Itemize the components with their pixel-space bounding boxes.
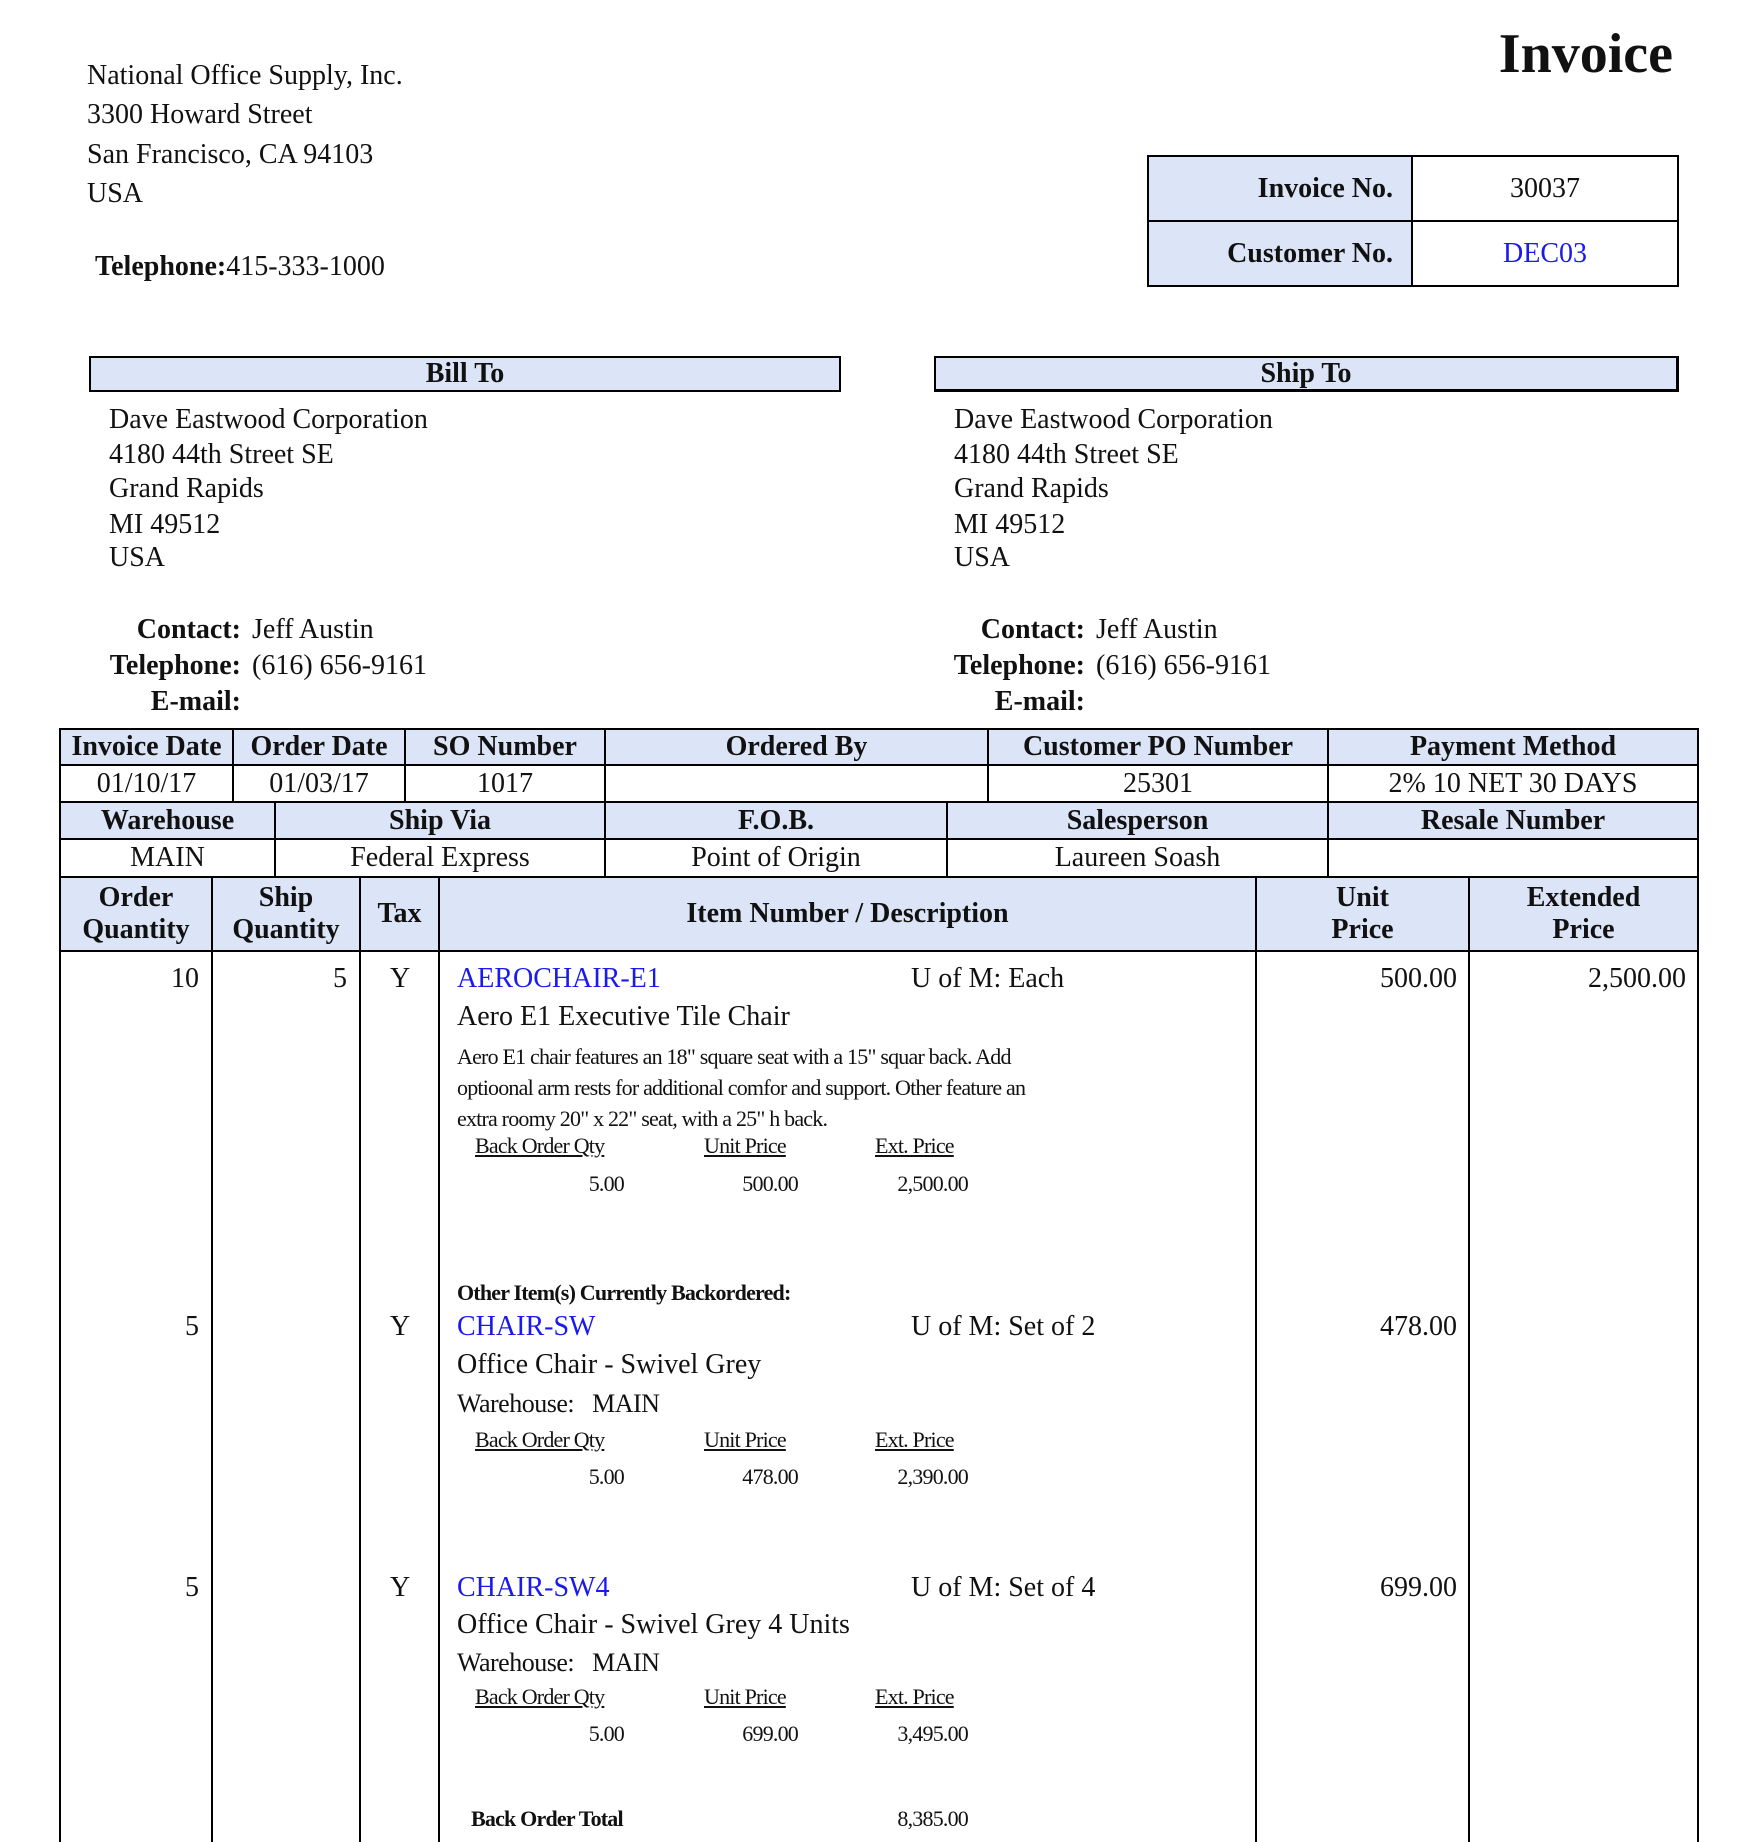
header-text: Price	[1331, 914, 1394, 945]
long-description-line: extra roomy 20" x 22" seat, with a 25" h back.	[457, 1106, 828, 1131]
bill-to-line: USA	[109, 542, 166, 573]
order-qty: 5	[185, 1311, 199, 1342]
item-number-link[interactable]: CHAIR-SW	[457, 1311, 596, 1342]
warehouse-value: MAIN	[592, 1648, 660, 1677]
customer-no-label: Customer No.	[1147, 220, 1413, 287]
back-order-qty-label: Back Order Qty	[475, 1684, 605, 1709]
value-ordered-by	[604, 764, 989, 803]
back-order-qty-label: Back Order Qty	[475, 1133, 605, 1158]
value-resale-number	[1327, 838, 1699, 878]
header-text: Ship	[258, 882, 314, 913]
bo-unit-price-label: Unit Price	[704, 1684, 786, 1709]
bo-unit-price: 500.00	[742, 1171, 798, 1196]
header-warehouse: Warehouse	[59, 801, 276, 840]
other-backordered-label: Other Item(s) Currently Backordered:	[457, 1280, 791, 1305]
telephone-label: Telephone:	[95, 251, 227, 282]
unit-of-measure: U of M: Set of 4	[911, 1572, 1096, 1603]
bo-unit-price: 478.00	[742, 1464, 798, 1489]
bill-to-line: Dave Eastwood Corporation	[109, 404, 428, 435]
column-divider	[211, 950, 213, 1842]
extended-price: 2,500.00	[1588, 963, 1686, 994]
long-description-line: Aero E1 chair features an 18" square seat with a 15" squar back. Add	[457, 1044, 1011, 1069]
warehouse-label: Warehouse:	[457, 1648, 575, 1677]
column-divider	[59, 950, 61, 1842]
column-divider	[1697, 950, 1699, 1842]
ship-to-header: Ship To	[934, 356, 1679, 392]
header-text: Order	[98, 882, 174, 913]
ship-telephone-label: Telephone:	[953, 650, 1085, 681]
bo-ext-price-label: Ext. Price	[875, 1684, 954, 1709]
back-order-qty-label: Back Order Qty	[475, 1427, 605, 1452]
value-order-date: 01/03/17	[232, 764, 406, 803]
order-qty: 5	[185, 1572, 199, 1603]
ship-qty: 5	[333, 963, 347, 994]
customer-no-value[interactable]: DEC03	[1411, 220, 1679, 287]
tax-flag: Y	[390, 1311, 411, 1342]
item-description: Office Chair - Swivel Grey 4 Units	[457, 1609, 850, 1640]
tax-flag: Y	[390, 963, 411, 994]
value-invoice-date: 01/10/17	[59, 764, 234, 803]
back-order-qty: 5.00	[588, 1464, 624, 1489]
header-customer-po: Customer PO Number	[987, 728, 1329, 766]
bo-unit-price-label: Unit Price	[704, 1427, 786, 1452]
header-item-description: Item Number / Description	[438, 876, 1257, 952]
bill-to-line: 4180 44th Street SE	[109, 439, 334, 470]
value-so-number: 1017	[404, 764, 606, 803]
bill-contact-label: Contact:	[136, 614, 241, 645]
header-text: Quantity	[232, 914, 340, 945]
column-divider	[1255, 950, 1257, 1842]
ship-to-line: Dave Eastwood Corporation	[954, 404, 1273, 435]
value-payment-method: 2% 10 NET 30 DAYS	[1327, 764, 1699, 803]
value-salesperson: Laureen Soash	[946, 838, 1329, 878]
warehouse-value: MAIN	[592, 1389, 660, 1418]
company-telephone	[95, 251, 385, 283]
header-ordered-by: Ordered By	[604, 728, 989, 766]
ship-to-line: USA	[954, 542, 1011, 573]
header-ship-quantity	[211, 876, 361, 952]
header-ship-via: Ship Via	[274, 801, 606, 840]
ship-to-line: 4180 44th Street SE	[954, 439, 1179, 470]
company-country: USA	[87, 178, 144, 209]
column-divider	[438, 950, 440, 1842]
back-order-qty: 5.00	[588, 1721, 624, 1746]
back-order-qty: 5.00	[588, 1171, 624, 1196]
bill-telephone-label: Telephone:	[109, 650, 241, 681]
unit-price: 699.00	[1380, 1572, 1457, 1603]
bo-ext-price-label: Ext. Price	[875, 1133, 954, 1158]
header-fob: F.O.B.	[604, 801, 948, 840]
item-description: Aero E1 Executive Tile Chair	[457, 1001, 790, 1032]
header-salesperson: Salesperson	[946, 801, 1329, 840]
bill-email-label: E-mail:	[150, 686, 241, 717]
header-order-date: Order Date	[232, 728, 406, 766]
header-text: Price	[1552, 914, 1615, 945]
bo-ext-price: 2,500.00	[897, 1171, 968, 1196]
warehouse-info	[457, 1388, 659, 1420]
ship-to-line: Grand Rapids	[954, 473, 1109, 504]
order-qty: 10	[171, 963, 199, 994]
bill-contact-value: Jeff Austin	[252, 614, 374, 645]
column-divider	[1468, 950, 1470, 1842]
header-text: Unit	[1336, 882, 1389, 913]
item-number-link[interactable]: AEROCHAIR-E1	[457, 963, 661, 994]
ship-contact-label: Contact:	[980, 614, 1085, 645]
header-unit-price	[1255, 876, 1470, 952]
bo-ext-price: 3,495.00	[897, 1721, 968, 1746]
warehouse-info	[457, 1647, 659, 1679]
bo-ext-price-label: Ext. Price	[875, 1427, 954, 1452]
column-divider	[359, 950, 361, 1842]
header-text: Quantity	[82, 914, 190, 945]
unit-price: 478.00	[1380, 1311, 1457, 1342]
bo-ext-price: 2,390.00	[897, 1464, 968, 1489]
unit-of-measure: U of M: Set of 2	[911, 1311, 1096, 1342]
bill-to-header: Bill To	[89, 356, 841, 392]
telephone-value: 415-333-1000	[226, 251, 385, 282]
header-extended-price	[1468, 876, 1699, 952]
value-fob: Point of Origin	[604, 838, 948, 878]
long-description-line: optioonal arm rests for additional comfor and support. Other feature an	[457, 1075, 1026, 1100]
ship-email-label: E-mail:	[994, 686, 1085, 717]
ship-contact-value: Jeff Austin	[1096, 614, 1218, 645]
header-so-number: SO Number	[404, 728, 606, 766]
bill-telephone-value: (616) 656-9161	[252, 650, 427, 681]
bo-unit-price-label: Unit Price	[704, 1133, 786, 1158]
invoice-no-value: 30037	[1411, 155, 1679, 222]
header-text: Extended	[1526, 882, 1641, 913]
header-payment-method: Payment Method	[1327, 728, 1699, 766]
unit-price: 500.00	[1380, 963, 1457, 994]
header-resale-number: Resale Number	[1327, 801, 1699, 840]
company-city: San Francisco, CA 94103	[87, 139, 374, 170]
value-customer-po: 25301	[987, 764, 1329, 803]
back-order-total-label: Back Order Total	[471, 1806, 623, 1831]
value-ship-via: Federal Express	[274, 838, 606, 878]
item-number-link[interactable]: CHAIR-SW4	[457, 1572, 610, 1603]
invoice-no-label: Invoice No.	[1147, 155, 1413, 222]
ship-telephone-value: (616) 656-9161	[1096, 650, 1271, 681]
warehouse-label: Warehouse:	[457, 1389, 575, 1418]
value-warehouse: MAIN	[59, 838, 276, 878]
company-street: 3300 Howard Street	[87, 99, 313, 130]
header-invoice-date: Invoice Date	[59, 728, 234, 766]
bo-unit-price: 699.00	[742, 1721, 798, 1746]
bill-to-line: Grand Rapids	[109, 473, 264, 504]
tax-flag: Y	[390, 1572, 411, 1603]
invoice-title: Invoice	[1498, 23, 1673, 85]
bill-to-line: MI 49512	[109, 509, 221, 540]
header-order-quantity	[59, 876, 213, 952]
company-name: National Office Supply, Inc.	[87, 60, 403, 91]
header-tax: Tax	[359, 876, 440, 952]
ship-to-line: MI 49512	[954, 509, 1066, 540]
back-order-total-value: 8,385.00	[897, 1806, 968, 1831]
item-description: Office Chair - Swivel Grey	[457, 1349, 762, 1380]
unit-of-measure: U of M: Each	[911, 963, 1065, 994]
